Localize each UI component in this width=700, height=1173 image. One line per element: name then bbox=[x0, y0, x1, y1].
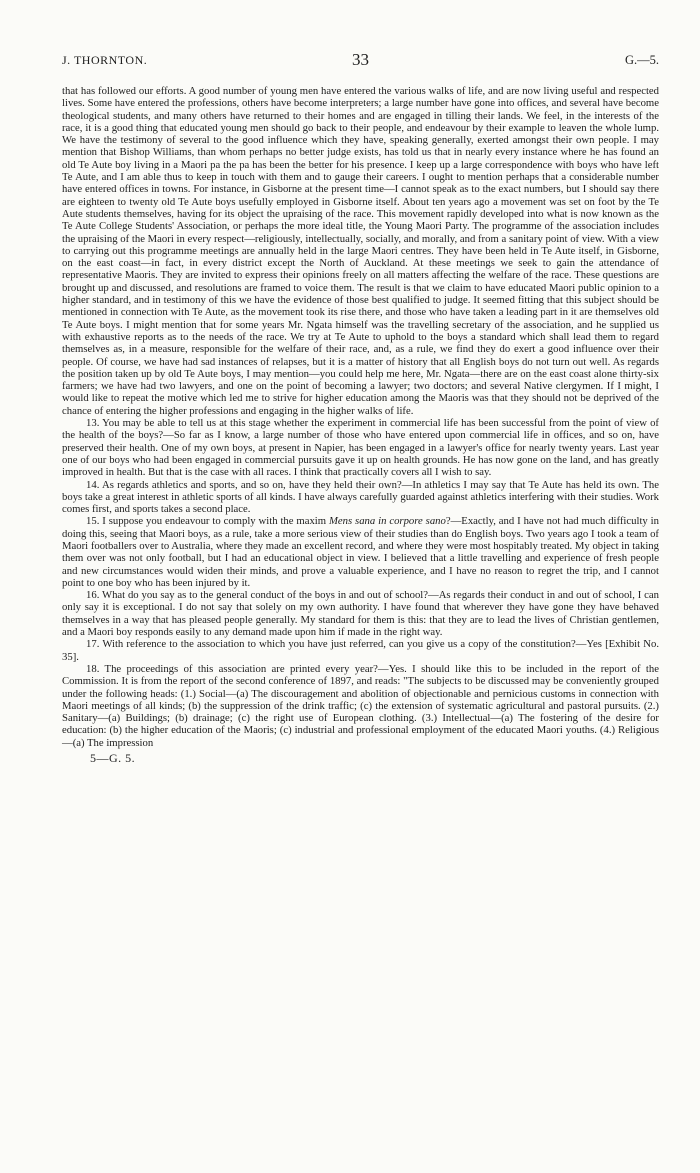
witness-name: J. THORNTON. bbox=[62, 53, 148, 67]
paragraph-15-rest: ?—Exactly, and I have not had much difficulty in doing this, seeing that Maori boys, as a rule, take a more serious view of their studies than do English boys. Two years ago I took a team of Maori footballers over to Australia, where they made an excellent record, and where they were most hospitably treated. My object in taking them over was not only football, but I had an educational object in view. I believed that a little travelling and experience of fresh people and new circumstances would widen their minds, and prove a valuable experience, and I have no reason to regret the trip, and I cannot point to one boy who has been injured by it. bbox=[62, 515, 659, 589]
page-number: 33 bbox=[352, 50, 369, 69]
paragraph-15 bbox=[62, 515, 659, 589]
page-header bbox=[62, 0, 659, 69]
paragraph-17: 17. With reference to the association to which you have just referred, can you give us a copy of the constitution?—Yes [Exhibit No. 35]. bbox=[62, 638, 659, 663]
paragraph-continuation: that has followed our efforts. A good number of young men have entered the various walks of life, and are now living useful and respected lives. Some have entered the professions, others have become interpreters; a large number have gone into offices, and several have become theological students, and many others have returned to their homes and are engaged in tilling their lands. We feel, in the interests of the race, it is a good thing that educated young men should go back to their people, and endeavour by their example to leaven the whole lump. We have the testimony of several to the good influence which they have, speaking generally, exerted amongst their own people. I may mention that Bishop Williams, than whom perhaps no better judge exists, has told us that in nearly every instance where he has found an old Te Aute boy living in a Maori pa the pa has been the better for his presence. I keep up a large correspondence with boys who have left Te Aute, and I am able thus to keep in touch with them and to gauge their careers. I ought to mention perhaps that a considerable number have entered offices in towns. For instance, in Gisborne at the present time—I cannot speak as to the exact numbers, but I should say there are eighteen to twenty old Te Aute boys usefully employed in Gisborne itself. About ten years ago a movement was set on foot by the Te Aute students themselves, having for its object the upraising of the race. This movement rapidly developed into what is now known as the Te Aute College Students' Association, or perhaps the more ideal title, the Young Maori Party. The programme of the association includes the upraising of the Maori in every respect—religiously, intellectually, socially, and morally, and from a sanitary point of view. With a view to carrying out this programme meetings are annually held in the large Maori centres. They have been held in Te Aute itself, in Gisborne, on the east coast—in fact, in every district except the North of Auckland. At these meetings we seek to gain the attendance of representative Maoris. They are invited to express their opinions freely on all matters affecting the welfare of the race. These questions are brought up and discussed, and resolutions are framed to voice them. The result is that we claim to have educated Maori public opinion to a higher standard, and in testimony of this we have the evidence of those best qualified to judge. It seemed fitting that this subject should be mentioned in connection with Te Aute, as the movement took its rise there, and those who have taken a leading part in it are themselves old Te Aute boys. I might mention that for some years Mr. Ngata himself was the travelling secretary of the association, and he supplied us with exhaustive reports as to the needs of the race. We try at Te Aute to uphold to the boys a standard which shall lead them to regard themselves as, in a measure, responsible for the welfare of their race, and, as a rule, we find they do exert a good influence over their people. Of course, we have had sad instances of relapses, but it is a matter of history that all English boys do not turn out well. As regards the position taken up by old Te Aute boys, I may mention—you could help me here, Mr. Ngata—there are on the east coast alone thirty-six farmers; we have had two lawyers, and one on the point of becoming a lawyer; two doctors; and several Native clergymen. If I might, I would like to repeat the motive which led me to strive for higher education among the Maoris was that they should not be deprived of the chance of entering the higher professions and engaging in the higher walks of life. bbox=[62, 85, 659, 417]
paragraph-15-lead: 15. I suppose you endeavour to comply with the maxim bbox=[86, 515, 329, 528]
body-text bbox=[62, 85, 659, 749]
signature-mark: 5—G. 5. bbox=[90, 751, 136, 766]
paragraph-13: 13. You may be able to tell us at this stage whether the experiment in commercial life has been successful from the point of view of the health of the boys?—So far as I know, a large number of those who have entered upon commercial life in offices, and so on, have preserved their health. One of my own boys, at present in Napier, has been engaged in a lawyer's office for nearly twenty years. Last year one of our boys who had been engaged in commercial pursuits gave it up on health grounds. He has now gone on the land, and has greatly improved in health. But that is the case with all races. I think that practically covers all I wish to say. bbox=[62, 417, 659, 479]
paragraph-14: 14. As regards athletics and sports, and so on, have they held their own?—In athletics I may say that Te Aute has held its own. The boys take a great interest in athletic sports of all kinds. I have always carefully guarded against athletics interfering with their studies. Work comes first, and sports takes a second place. bbox=[62, 478, 659, 516]
latin-maxim: Mens sana in corpore sano bbox=[328, 515, 446, 528]
paragraph-16: 16. What do you say as to the general conduct of the boys in and out of school?—As regards their conduct in and out of school, I can only say it is exceptional. I do not say that solely on my own authority. I have found that wherever they have gone they have behaved themselves in a way that has pleased people generally. My standard for them is this: that they are to lead the lives of Christian gentlemen, and a Maori boy responds easily to any demand made upon him if made in the right way. bbox=[62, 589, 659, 639]
paragraph-18: 18. The proceedings of this association are printed every year?—Yes. I should like this to be included in the report of the Commission. It is from the report of the second conference of 1897, and reads: "The subjects to be discussed may be conveniently grouped under the following heads: (1.) Social—(a) The discouragement and abolition of objectionable and pernicious customs in connection with Maori meetings of all kinds; (b) the suppression of the drink traffic; (c) the extension of systematic agricultural and pastoral pursuits. (2.) Sanitary—(a) Buildings; (b) drainage; (c) the right use of European clothing. (3.) Intellectual—(a) The fostering of the desire for education: (b) the higher education of the Maoris; (c) industrial and professional employment of the educated Maori youths. (4.) Religious—(a) The impression bbox=[62, 662, 659, 749]
document-reference: G.—5. bbox=[624, 53, 659, 67]
